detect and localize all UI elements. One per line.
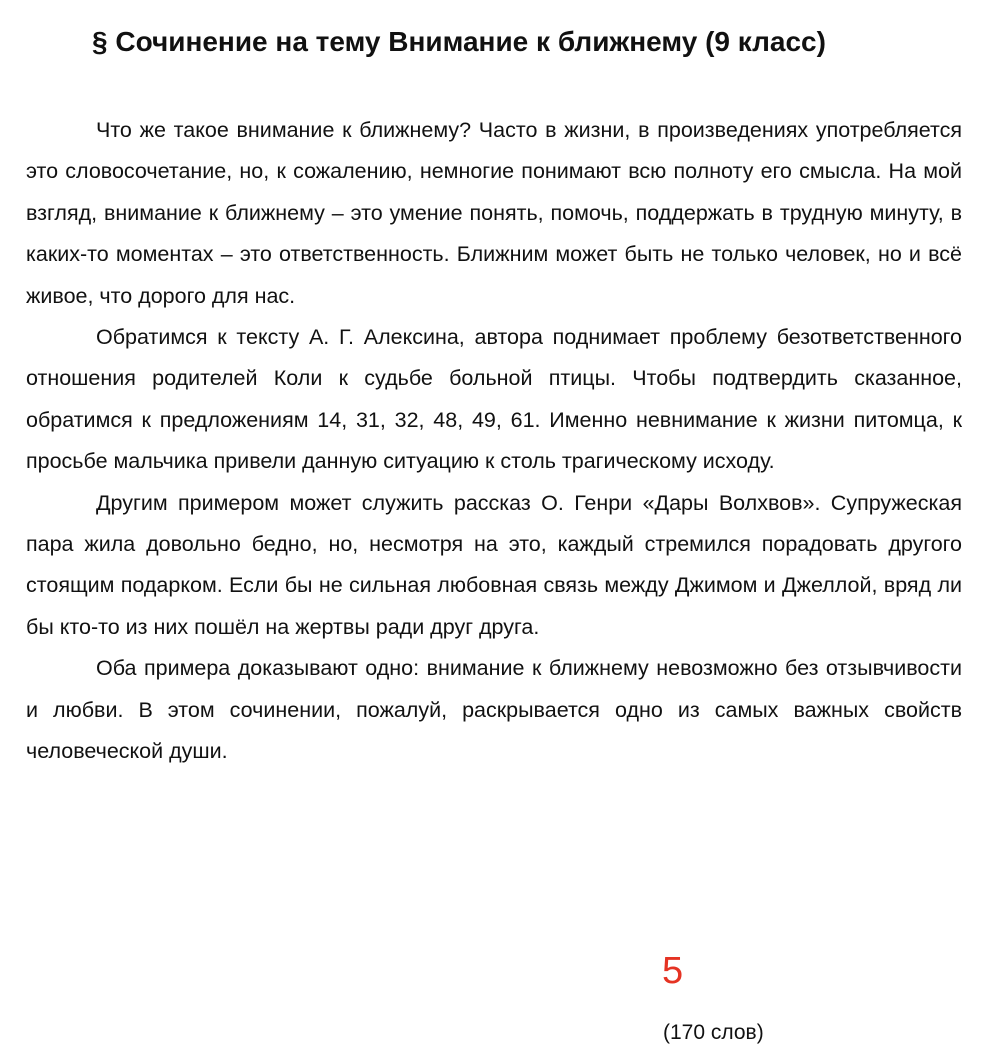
essay-paragraph-4: Оба примера доказывают одно: внимание к ближнему невозможно без отзывчивости и любви. В этом сочинении, пожалуй, раскрывается одно из самых важных свойств человеческой души. (26, 656, 962, 764)
essay-paragraph-2: Обратимся к тексту А. Г. Алексина, автора поднимает проблему безответственного отношения родителей Коли к судьбе больной птицы. Чтобы подтвердить сказанное, обратимся к предложениям 14, 31, 32, 48, 49, 61. Именно невнимание к жизни питомца, к просьбе мальчика привели данную ситуацию к столь трагическому исходу. (26, 325, 962, 474)
word-count: (170 слов) (663, 1021, 764, 1044)
essay-paragraph-1: Что же такое внимание к ближнему? Часто в жизни, в произведениях употребляется это словосочетание, но, к сожалению, немногие понимают всю полноту его смысла. На мой взгляд, внимание к ближнему – это умение понять, помочь, поддержать в трудную минуту, в каких-то моментах – это ответственность. Ближним может быть не только человек, но и всё живое, что дорого для нас. (26, 118, 962, 308)
essay-body (26, 110, 962, 773)
page-title: § Сочинение на тему Внимание к ближнему (9 класс) (92, 26, 826, 57)
essay-paragraph-3: Другим примером может служить рассказ О. Генри «Дары Волхвов». Супружеская пара жила довольно бедно, но, несмотря на это, каждый стремился порадовать другого стоящим подарком. Если бы не сильная любовная связь между Джимом и Джеллой, вряд ли бы кто-то из них пошёл на жертвы ради друг друга. (26, 490, 962, 639)
grade-mark: 5 (662, 950, 684, 992)
